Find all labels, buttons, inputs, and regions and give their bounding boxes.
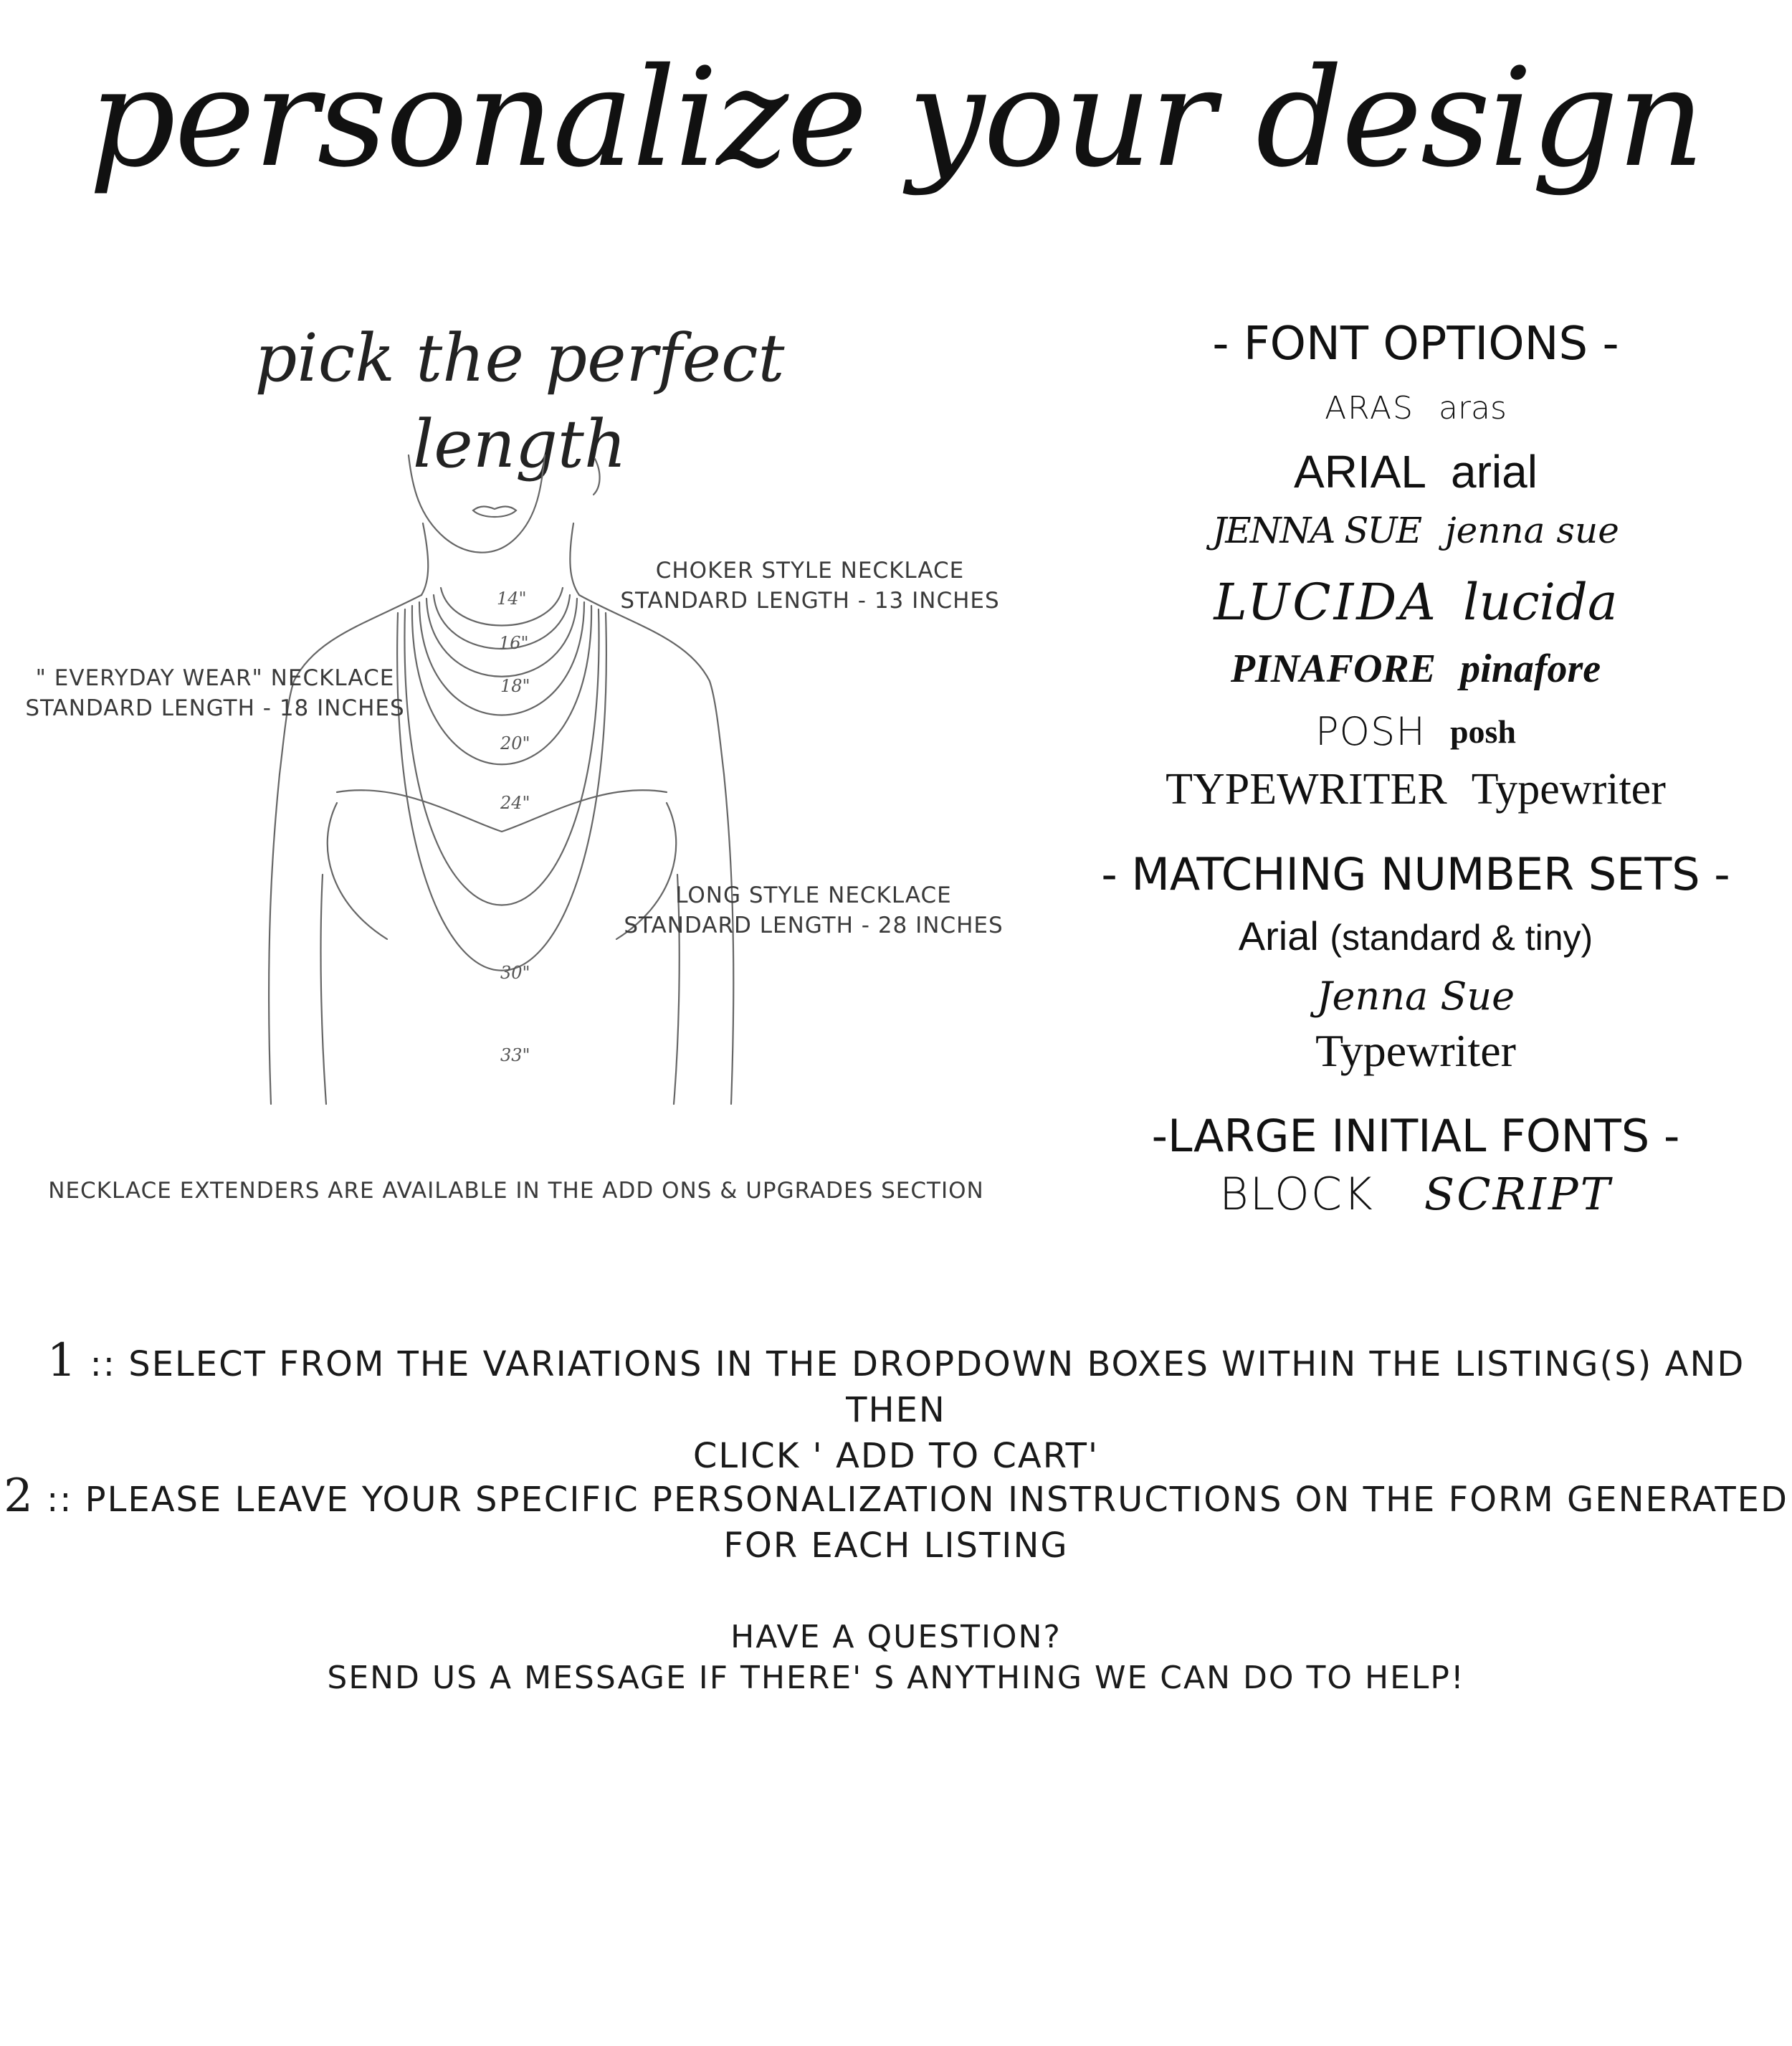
long-label-line2: STANDARD LENGTH - 28 INCHES	[624, 913, 1004, 938]
length-tick-30: 30"	[500, 963, 530, 983]
step-1-number: 1	[47, 1334, 78, 1387]
step-1-text: SELECT FROM THE VARIATIONS IN THE DROPDOWN BOXES WITHIN THE LISTING(S) AND THEN	[128, 1344, 1745, 1430]
step-1	[0, 1334, 1792, 1479]
font-sample-upper: POSH	[1315, 709, 1426, 754]
choker-label	[595, 556, 1025, 616]
neck-left	[421, 523, 428, 595]
large-initials-heading: -LARGE INITIAL FONTS -	[1151, 1110, 1680, 1162]
number-set-arial-note: (standard & tiny)	[1330, 918, 1593, 958]
inner-arm-left	[321, 875, 326, 1104]
font-row-jenna-sue	[1039, 505, 1792, 556]
number-set-arial	[1039, 910, 1792, 963]
necklace-length-diagram	[258, 444, 817, 1111]
font-sample-lower: lucida	[1462, 573, 1618, 632]
initial-script: SCRIPT	[1424, 1168, 1612, 1220]
long-label-line1: LONG STYLE NECKLACE	[675, 882, 952, 908]
question-heading: HAVE A QUESTION?	[730, 1619, 1062, 1655]
choker-label-line2: STANDARD LENGTH - 13 INCHES	[620, 588, 1000, 614]
font-row-posh	[1039, 706, 1792, 758]
length-tick-33: 33"	[500, 1045, 530, 1065]
length-tick-16: 16"	[499, 633, 529, 653]
step-2-line2: FOR EACH LISTING	[723, 1526, 1069, 1566]
everyday-label	[14, 663, 416, 723]
number-set-arial-name: Arial	[1238, 913, 1319, 958]
ear-right	[594, 459, 600, 495]
extenders-note: NECKLACE EXTENDERS ARE AVAILABLE IN THE ADD ONS & UPGRADES SECTION	[48, 1178, 984, 1204]
step-1-line1	[0, 1334, 1792, 1433]
face-outline	[409, 455, 545, 553]
large-initials-row	[1039, 1165, 1792, 1224]
font-sample-lower: Typewriter	[1471, 765, 1666, 814]
step-2	[0, 1470, 1792, 1569]
font-sample-lower: pinafore	[1460, 647, 1601, 691]
font-row-pinafore	[1039, 642, 1792, 696]
arm-left	[269, 774, 280, 1104]
step-2-separator: ::	[47, 1480, 73, 1520]
font-sample-upper: TYPEWRITER	[1166, 765, 1447, 814]
step-2-number: 2	[4, 1470, 34, 1523]
lips	[473, 507, 516, 518]
question-message: SEND US A MESSAGE IF THERE' S ANYTHING WE CAN DO TO HELP!	[327, 1660, 1465, 1696]
long-label	[599, 880, 1029, 941]
matching-numbers-heading: - MATCHING NUMBER SETS -	[1101, 848, 1730, 900]
font-sample-upper: ARAS	[1325, 390, 1414, 427]
shoulder-right	[579, 595, 724, 774]
font-row-arial	[1039, 443, 1792, 500]
step-2-text: PLEASE LEAVE YOUR SPECIFIC PERSONALIZATION INSTRUCTIONS ON THE FORM GENERATED	[85, 1480, 1788, 1520]
font-sample-upper: JENNA SUE	[1212, 510, 1421, 551]
font-row-aras	[1039, 387, 1792, 430]
font-row-typewriter	[1039, 760, 1792, 819]
everyday-label-line1: " EVERYDAY WEAR" NECKLACE	[35, 665, 395, 691]
initial-block: BLOCK	[1219, 1168, 1374, 1220]
number-set-jenna-sue: Jenna Sue	[1316, 974, 1515, 1019]
length-tick-18: 18"	[500, 676, 530, 696]
bust-left	[328, 803, 387, 939]
font-sample-upper: ARIAL	[1294, 446, 1427, 498]
length-tick-24: 24"	[500, 793, 530, 813]
choker-label-line1: CHOKER STYLE NECKLACE	[655, 558, 965, 584]
step-2-line1	[0, 1470, 1792, 1523]
step-1-separator: ::	[90, 1344, 116, 1384]
font-sample-lower: jenna sue	[1445, 510, 1619, 551]
font-sample-lower: posh	[1449, 713, 1517, 750]
page-title: personalize your design	[88, 39, 1704, 197]
everyday-label-line2: STANDARD LENGTH - 18 INCHES	[25, 695, 405, 721]
font-sample-upper: LUCIDA	[1214, 573, 1439, 632]
length-tick-20: 20"	[500, 733, 530, 753]
font-sample-upper: PINAFORE	[1230, 647, 1436, 691]
font-options-heading: - FONT OPTIONS -	[1212, 318, 1619, 371]
length-section-title: pick the perfect length	[254, 320, 785, 482]
font-row-lucida	[1039, 570, 1792, 634]
necklace-33	[397, 613, 606, 971]
length-tick-14: 14"	[497, 589, 527, 609]
step-1-line2: CLICK ' ADD TO CART'	[692, 1436, 1100, 1476]
necklace-30	[404, 609, 599, 905]
number-set-typewriter: Typewriter	[1315, 1025, 1516, 1076]
font-sample-lower: aras	[1438, 390, 1507, 427]
font-sample-lower: arial	[1451, 446, 1538, 498]
necklace-20	[419, 602, 584, 715]
neck-right	[570, 523, 579, 595]
